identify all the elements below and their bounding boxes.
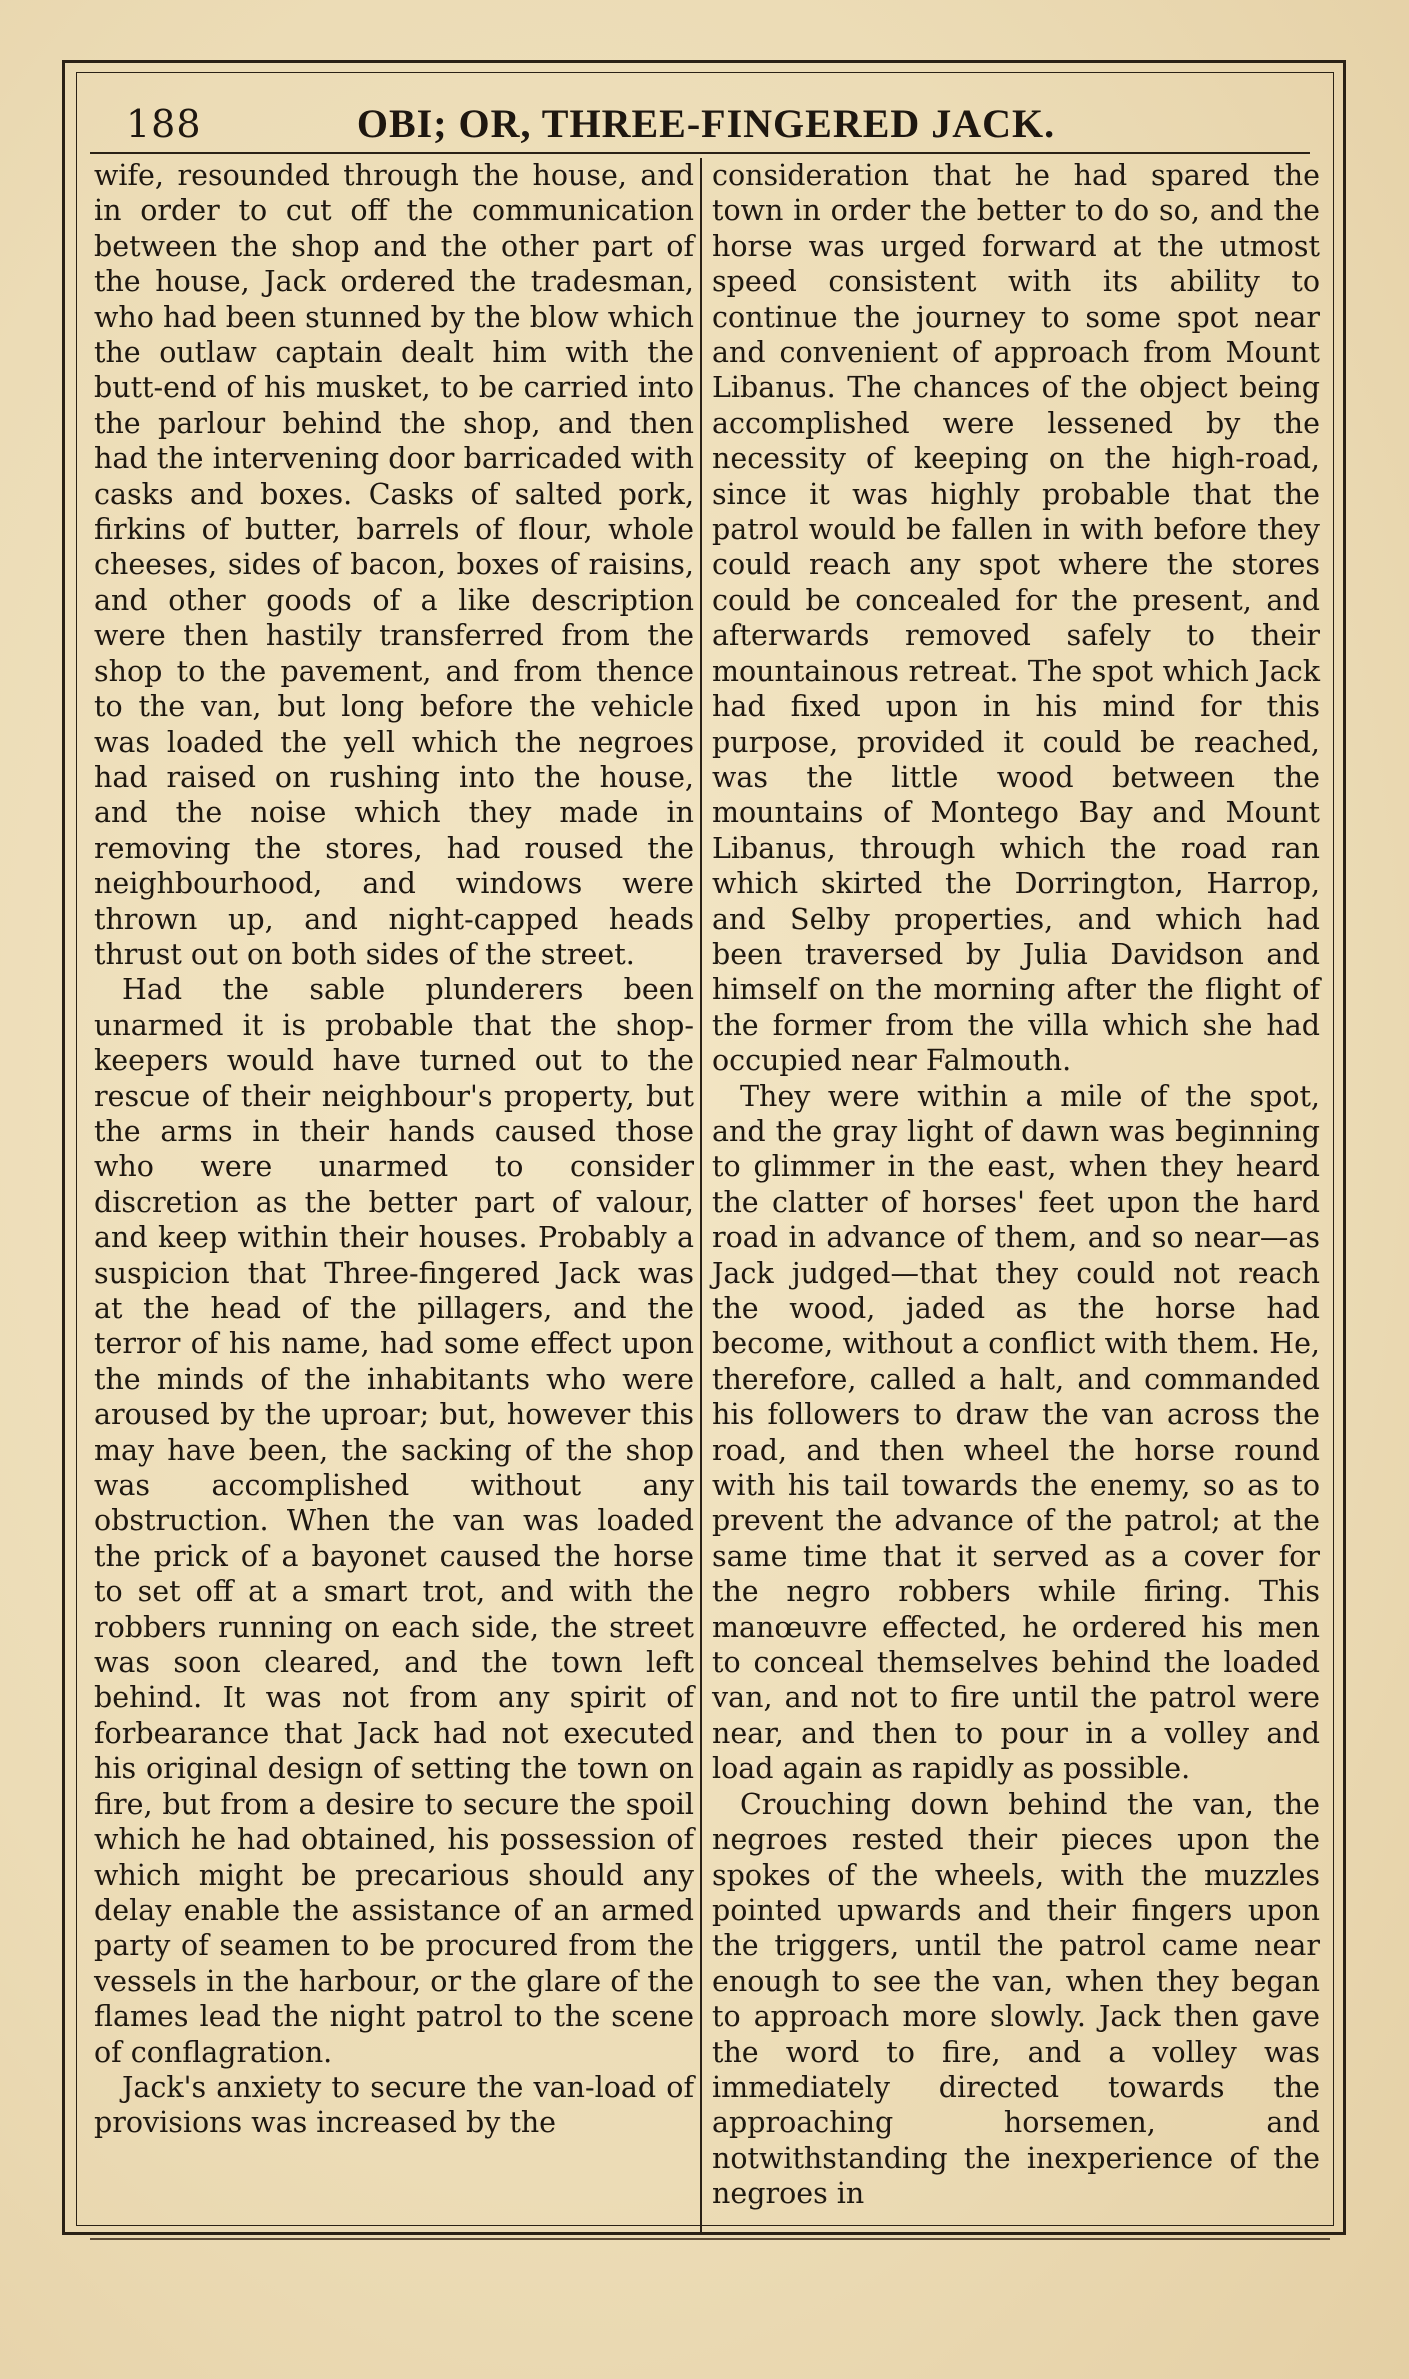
paragraph: Jack's anxiety to secure the van-load of provisions was increased by the — [94, 2070, 694, 2140]
page-number: 188 — [126, 102, 202, 146]
page-header — [86, 96, 1326, 152]
paragraph: Crouching down behind the van, the negroes rested their pieces upon the spokes of the wheels, with the muzzles pointed upwards and their fingers upon the triggers, until the patrol came near enough to see the van, when they began to approach more slowly. Jack then gave the word to fire, and a volley was immediately directed towards the approaching horsemen, and notwithstanding the inexperience of the negroes in — [712, 1787, 1320, 2211]
running-title: OBI; OR, THREE-FINGERED JACK. — [356, 101, 1056, 146]
paragraph: Had the sable plunderers been unarmed it is probable that the shop-keepers would have turned out to the rescue of their neighbour's property, but the arms in their hands caused those who were unarmed to consider discretion as the better part of valour, and keep within their houses. Probably a suspicion that Three-fingered Jack was at the head of the pillagers, and the terror of his name, had some effect upon the minds of the inhabitants who were aroused by the uproar; but, however this may have been, the sacking of the shop was accomplished without any obstruction. When the van was loaded the prick of a bayonet caused the horse to set off at a smart trot, and with the robbers running on each side, the street was soon cleared, and the town left behind. It was not from any spirit of forbearance that Jack had not executed his original design of setting the town on fire, but from a desire to secure the spoil which he had obtained, his possession of which might be precarious should any delay enable the assistance of an armed party of seamen to be procured from the vessels in the harbour, or the glare of the flames lead the night patrol to the scene of conflagration. — [94, 973, 694, 2069]
column-divider — [700, 158, 702, 2234]
paragraph: wife, resounded through the house, and in order to cut off the communication between the shop and the other part of the house, Jack ordered the tradesman, who had been stunned by the blow which the outlaw captain dealt him with the butt-end of his musket, to be carried into the parlour behind the shop, and then had the intervening door barricaded with casks and boxes. Casks of salted pork, firkins of butter, barrels of flour, whole cheeses, sides of bacon, boxes of raisins, and other goods of a like description were then hastily transferred from the shop to the pavement, and from thence to the van, but long before the vehicle was loaded the yell which the negroes had raised on rushing into the house, and the noise which they made in removing the stores, had roused the neighbourhood, and windows were thrown up, and night-capped heads thrust out on both sides of the street. — [94, 159, 694, 971]
paragraph: consideration that he had spared the town in order the better to do so, and the horse was urged forward at the utmost speed consistent with its ability to continue the journey to some spot near and convenient of approach from Mount Libanus. The chances of the object being accomplished were lessened by the necessity of keeping on the high-road, since it was highly probable that the patrol would be fallen in with before they could reach any spot where the stores could be concealed for the present, and afterwards removed safely to their mountainous retreat. The spot which Jack had fixed upon in his mind for this purpose, provided it could be reached, was the little wood between the mountains of Montego Bay and Mount Libanus, through which the road ran which skirted the Dorrington, Harrop, and Selby properties, and which had been traversed by Julia Davidson and himself on the morning after the flight of the former from the villa which she had occupied near Falmouth. — [712, 159, 1320, 1078]
right-column — [712, 158, 1320, 2230]
bottom-rule — [90, 2238, 1330, 2240]
header-rule — [90, 152, 1310, 154]
paragraph: They were within a mile of the spot, and the gray light of dawn was beginning to glimmer in the east, when they heard the clatter of horses' feet upon the hard road in advance of them, and so near—as Jack judged—that they could not reach the wood, jaded as the horse had become, without a conflict with them. He, therefore, called a halt, and commanded his followers to draw the van across the road, and then wheel the horse round with his tail towards the enemy, so as to prevent the advance of the patrol; at the same time that it served as a cover for the negro robbers while firing. This manœuvre effected, he ordered his men to conceal themselves behind the loaded van, and not to fire until the patrol were near, and then to pour in a volley and load again as rapidly as possible. — [712, 1079, 1320, 1786]
left-column — [94, 158, 694, 2230]
